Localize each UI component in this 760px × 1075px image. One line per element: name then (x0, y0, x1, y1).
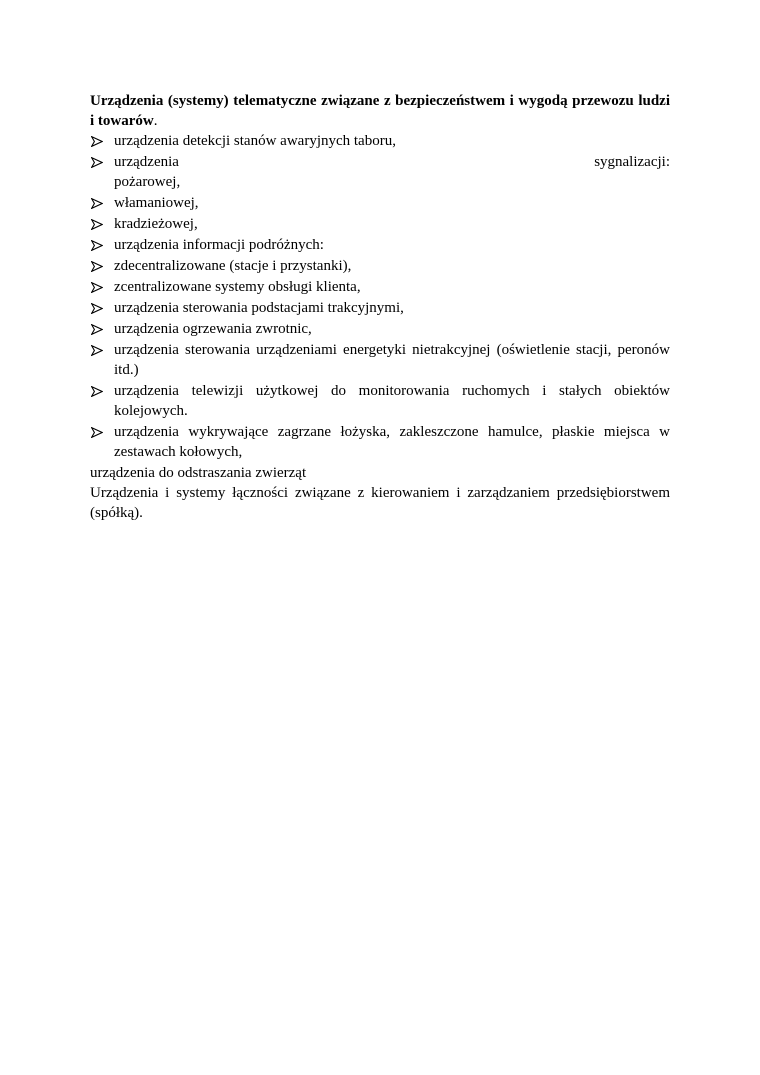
section-heading-bold: Urządzenia (systemy) telematyczne związane z bezpieczeństwem i wygodą przewozu ludzi i towarów (90, 93, 670, 129)
section-heading-period: . (153, 113, 158, 129)
list-item (90, 131, 670, 151)
document-body (90, 91, 670, 523)
list-item-text: urządzenia telewizji użytkowej do monitorowania ruchomych i stałych obiektów kolejowych. (114, 383, 670, 419)
arrowhead-bullet-icon (90, 235, 106, 255)
list-item (90, 235, 670, 255)
list-item (90, 193, 670, 213)
arrowhead-bullet-icon (90, 256, 106, 276)
list-item-text: urządzenia wykrywające zagrzane łożyska, zakleszczone hamulce, płaskie miejsca w zestawach kołowych, (114, 424, 670, 460)
section-heading (90, 91, 670, 131)
arrowhead-bullet-icon (90, 381, 106, 401)
arrowhead-bullet-icon (90, 193, 106, 213)
list-item-split-line (114, 152, 670, 172)
list-item (90, 340, 670, 380)
arrowhead-bullet-icon (90, 340, 106, 360)
list-item-text-right: sygnalizacji: (594, 154, 670, 170)
list-item (90, 381, 670, 421)
list-item (90, 277, 670, 297)
after-list-line: urządzenia do odstraszania zwierząt (90, 465, 307, 481)
list-item-continuation: pożarowej, (114, 174, 181, 190)
list-item (90, 152, 670, 192)
list-item-text: urządzenia sterowania urządzeniami energetyki nietrakcyjnej (oświetlenie stacji, peronów itd.) (114, 342, 670, 378)
list-item-text-left: urządzenia (114, 154, 179, 170)
list-item-text: włamaniowej, (114, 195, 199, 211)
arrowhead-bullet-icon (90, 131, 106, 151)
arrowhead-bullet-icon (90, 298, 106, 318)
list-item-text: urządzenia detekcji stanów awaryjnych taboru, (114, 133, 396, 149)
list-item-text: kradzieżowej, (114, 216, 198, 232)
list-item-text: zcentralizowane systemy obsługi klienta, (114, 279, 361, 295)
list-item (90, 422, 670, 462)
list-item (90, 214, 670, 234)
list-item (90, 298, 670, 318)
closing-paragraph: Urządzenia i systemy łączności związane z kierowaniem i zarządzaniem przedsiębiorstwem (spółką). (90, 485, 670, 521)
arrowhead-bullet-icon (90, 214, 106, 234)
list-item-text: zdecentralizowane (stacje i przystanki), (114, 258, 352, 274)
list-item (90, 319, 670, 339)
arrowhead-bullet-icon (90, 319, 106, 339)
device-list (90, 131, 670, 462)
list-item-text: urządzenia ogrzewania zwrotnic, (114, 321, 312, 337)
list-item-text: urządzenia informacji podróżnych: (114, 237, 324, 253)
list-item (90, 256, 670, 276)
list-item-text: urządzenia sterowania podstacjami trakcyjnymi, (114, 300, 404, 316)
arrowhead-bullet-icon (90, 277, 106, 297)
arrowhead-bullet-icon (90, 422, 106, 442)
arrowhead-bullet-icon (90, 152, 106, 172)
